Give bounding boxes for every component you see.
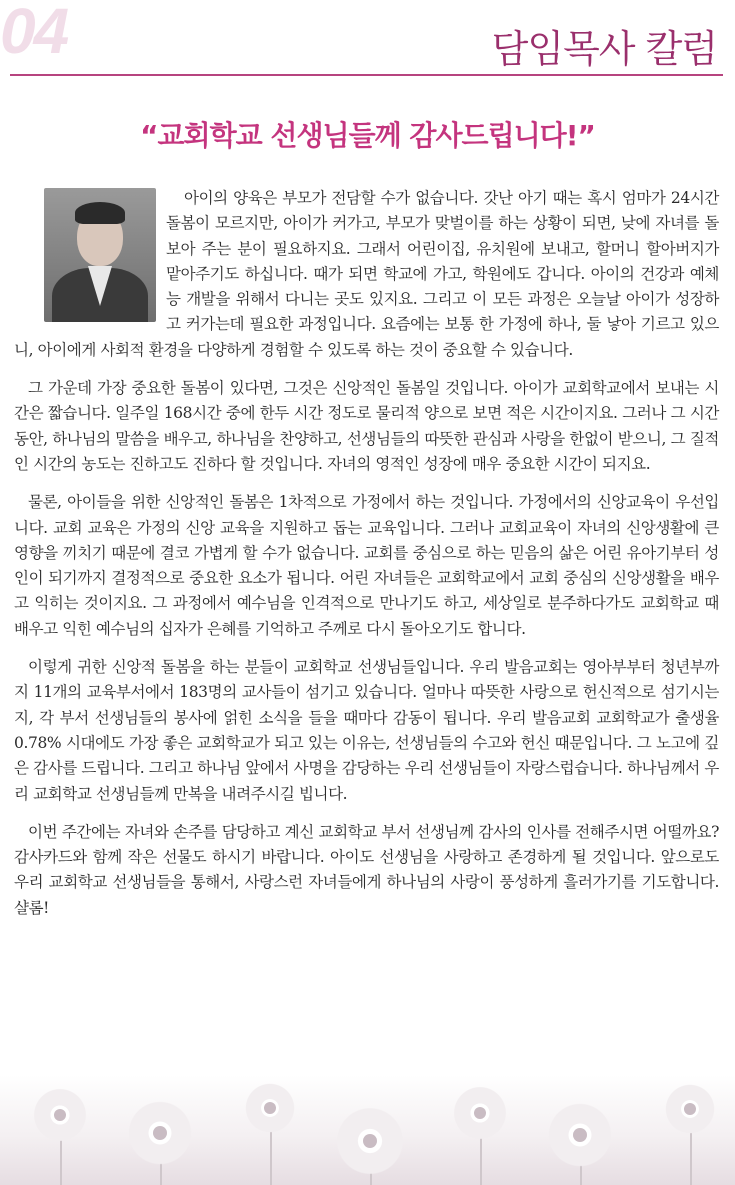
- pastor-photo: [44, 188, 156, 322]
- paragraph-4: 이렇게 귀한 신앙적 돌봄을 하는 분들이 교회학교 선생님들입니다. 우리 발음교회는 영아부부터 청년부까지 11개의 교육부서에서 183명의 교사들이 섬기고 있습니다. 얼마나 따뜻한 사랑으로 헌신적으로 섬기시는지, 각 부서 선생님들의 봉사에 얽힌 소식을 들을 때마다 감동이 됩니다. 우리 발음교회 교회학교가 출생율 0.78% 시대에도 가장 좋은 교회학교가 되고 있는 이유는, 선생님들의 수고와 헌신 때문입니다. 그 노고에 깊은 감사를 드립니다. 그리고 하나님 앞에서 사명을 감당하는 우리 선생님들이 자랑스럽습니다. 하나님께서 우리 교회학교 선생님들께 만복을 내려주시길 빕니다.: [14, 658, 719, 803]
- page-number: 04: [0, 0, 68, 67]
- paragraph-2: 그 가운데 가장 중요한 돌봄이 있다면, 그것은 신앙적인 돌봄일 것입니다. 아이가 교회학교에서 보내는 시간은 짧습니다. 일주일 168시간 중에 한두 시간 정도로 물리적 양으로 보면 적은 시간이지요. 그러나 그 시간 동안, 하나님의 말씀을 배우고, 하나님을 찬양하고, 선생님들의 따뜻한 관심과 사랑을 한없이 받으니, 그 질적인 시간의 농도는 진하고도 진하다 할 것입니다. 자녀의 영적인 성장에 매우 중요한 시간이 되지요.: [14, 379, 719, 473]
- paragraph-3: 물론, 아이들을 위한 신앙적인 돌봄은 1차적으로 가정에서 하는 것입니다. 가정에서의 신앙교육이 우선입니다. 교회 교육은 가정의 신앙 교육을 지원하고 돕는 교육입니다. 그러나 교회교육이 자녀의 신앙생활에 큰 영향을 끼치기 때문에 결코 가볍게 할 수가 없습니다. 교회를 중심으로 하는 믿음의 삶은 어린 유아기부터 성인이 되기까지 결정적으로 중요한 요소가 됩니다. 어린 자녀들은 교회학교에서 교회 중심의 신앙생활을 배우고 익히는 것이지요. 그 과정에서 예수님을 인격적으로 만나기도 하고, 세상일로 분주하다가도 교회학교 때 배우고 익힌 예수님의 십자가 은혜를 기억하고 주께로 다시 돌아오기도 합니다.: [14, 493, 719, 638]
- article-headline: “교회학교 선생님들께 감사드립니다!”: [140, 119, 595, 152]
- flower-footer-decoration: [0, 1075, 735, 1185]
- title-divider: [10, 74, 723, 76]
- article-body: [14, 186, 719, 934]
- paragraph-5: 이번 주간에는 자녀와 손주를 담당하고 계신 교회학교 부서 선생님께 감사의 인사를 전해주시면 어떨까요? 감사카드와 함께 작은 선물도 하시기 바랍니다. 아이도 선생님을 사랑하고 존경하게 될 것입니다. 앞으로도 우리 교회학교 선생님들을 통해서, 사랑스런 자녀들에게 하나님의 사랑이 풍성하게 흘러가기를 기도합니다. 샬롬!: [14, 822, 719, 917]
- paragraph-1: 아이의 양육은 부모가 전담할 수가 없습니다. 갓난 아기 때는 혹시 엄마가 24시간 돌봄이 모르지만, 아이가 커가고, 부모가 맞벌이를 하는 상황이 되면, 낮에 자녀를 돌보아 주는 분이 필요하지요. 그래서 어린이집, 유치원에 보내고, 할머니 할아버지가 맡아주기도 하십니다. 때가 되면 학교에 가고, 학원에도 갑니다. 아이의 건강과 예체능 개발을 위해서 다니는 곳도 있지요. 그리고 이 모든 과정은 오늘날 아이가 성장하고 커가는데 필요한 과정입니다. 요즘에는 보통 한 가정에 하나, 둘 낳아 기르고 있으니, 아이에게 사회적 환경을 다양하게 경험할 수 있도록 하는 것이 중요할 수 있습니다.: [14, 189, 719, 359]
- section-title: 담임목사 칼럼: [491, 27, 717, 71]
